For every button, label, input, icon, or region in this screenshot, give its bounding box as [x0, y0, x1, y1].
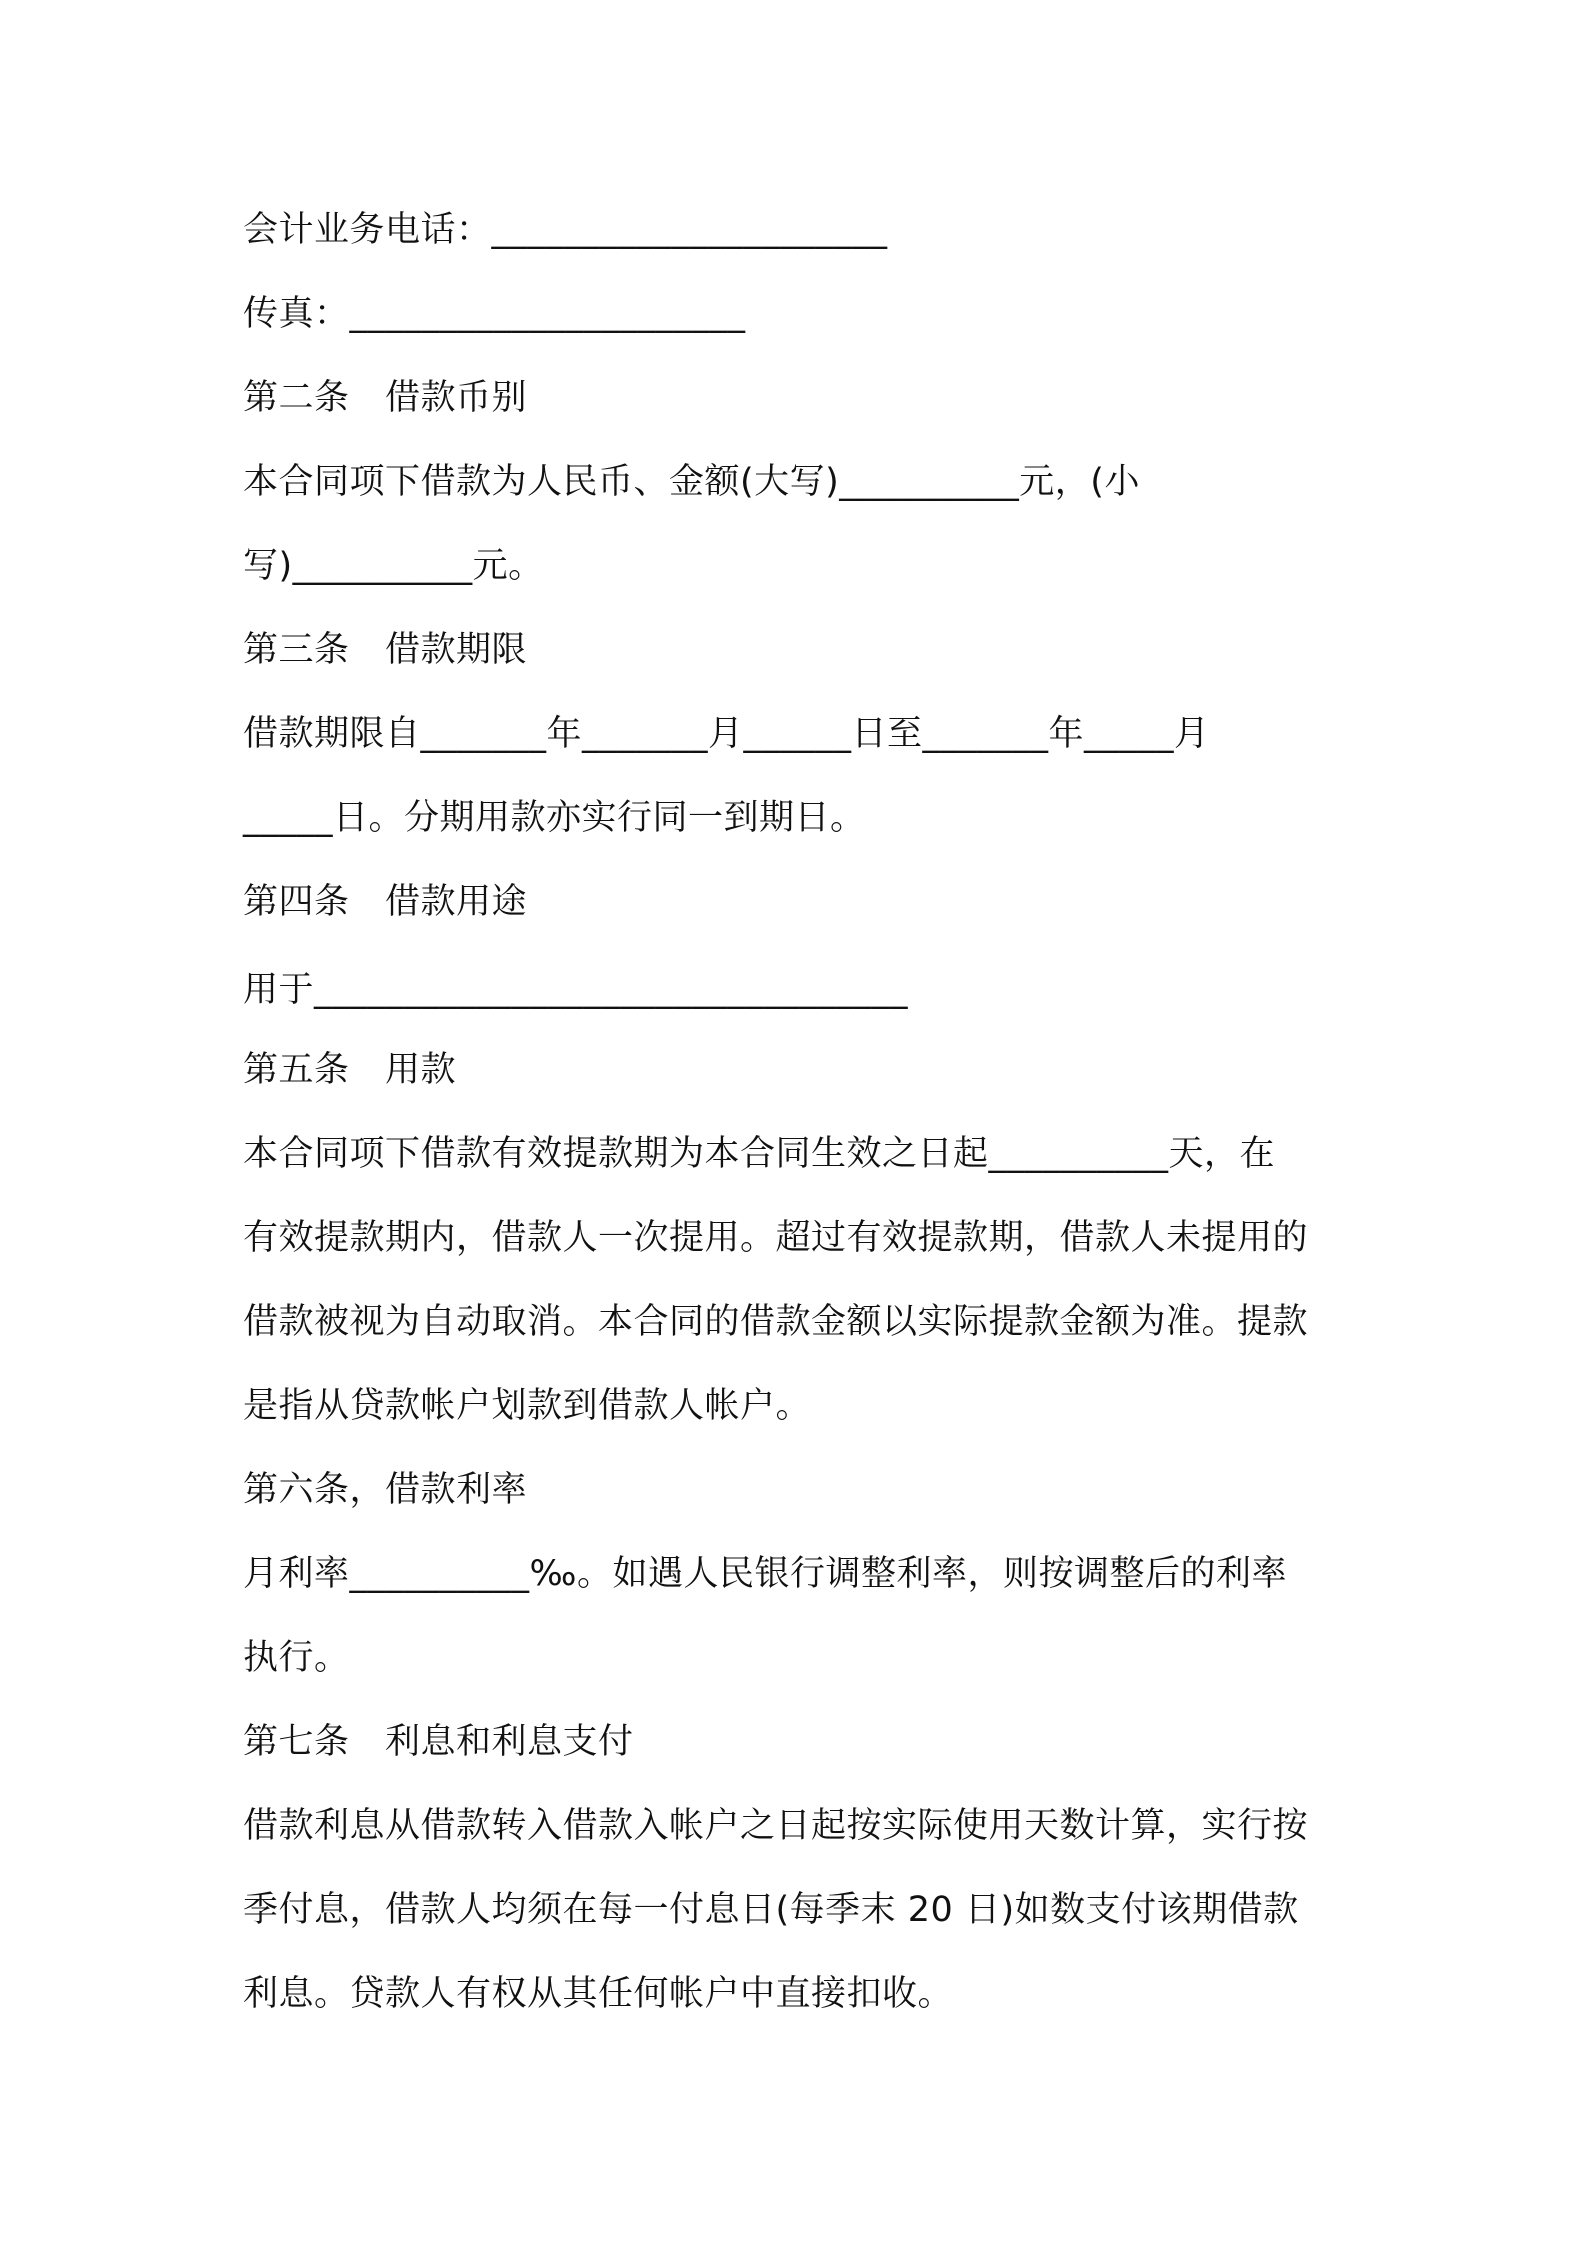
accounting-phone-line: 会计业务电话：______________________ [243, 210, 888, 250]
article-2-heading: 第二条 借款币别 [243, 378, 528, 418]
article-3-heading: 第三条 借款期限 [243, 630, 528, 670]
article-5-heading: 第五条 用款 [243, 1050, 457, 1090]
article-3-text-line-1: 借款期限自_______年_______月______日至_______年_____月 [243, 714, 1210, 754]
article-4-heading: 第四条 借款用途 [243, 882, 528, 922]
article-4-text: 用于_________________________________ [243, 970, 909, 1010]
article-7-text-line-3: 利息。贷款人有权从其任何帐户中直接扣收。 [243, 1974, 954, 2014]
article-7-text-line-1: 借款利息从借款转入借款入帐户之日起按实际使用天数计算，实行按 [243, 1806, 1309, 1846]
article-7-text-line-2: 季付息，借款人均须在每一付息日(每季末 20 日)如数支付该期借款 [243, 1890, 1299, 1930]
article-6-text-line-2: 执行。 [243, 1638, 350, 1678]
fax-line: 传真：______________________ [243, 294, 746, 334]
article-3-text-line-2: _____日。分期用款亦实行同一到期日。 [243, 798, 866, 838]
article-5-text-line-4: 是指从贷款帐户划款到借款人帐户。 [243, 1386, 812, 1426]
article-6-heading: 第六条，借款利率 [243, 1470, 528, 1510]
article-5-text-line-1: 本合同项下借款有效提款期为本合同生效之日起__________天，在 [243, 1134, 1276, 1174]
article-2-text-line-2: 写)__________元。 [243, 546, 544, 586]
article-5-text-line-2: 有效提款期内，借款人一次提用。超过有效提款期，借款人未提用的 [243, 1218, 1309, 1258]
article-2-text-line-1: 本合同项下借款为人民币、金额(大写)__________元，(小 [243, 462, 1140, 502]
article-6-text-line-1: 月利率__________‰。如遇人民银行调整利率，则按调整后的利率 [243, 1554, 1287, 1594]
article-7-heading: 第七条 利息和利息支付 [243, 1722, 634, 1762]
article-5-text-line-3: 借款被视为自动取消。本合同的借款金额以实际提款金额为准。提款 [243, 1302, 1309, 1342]
